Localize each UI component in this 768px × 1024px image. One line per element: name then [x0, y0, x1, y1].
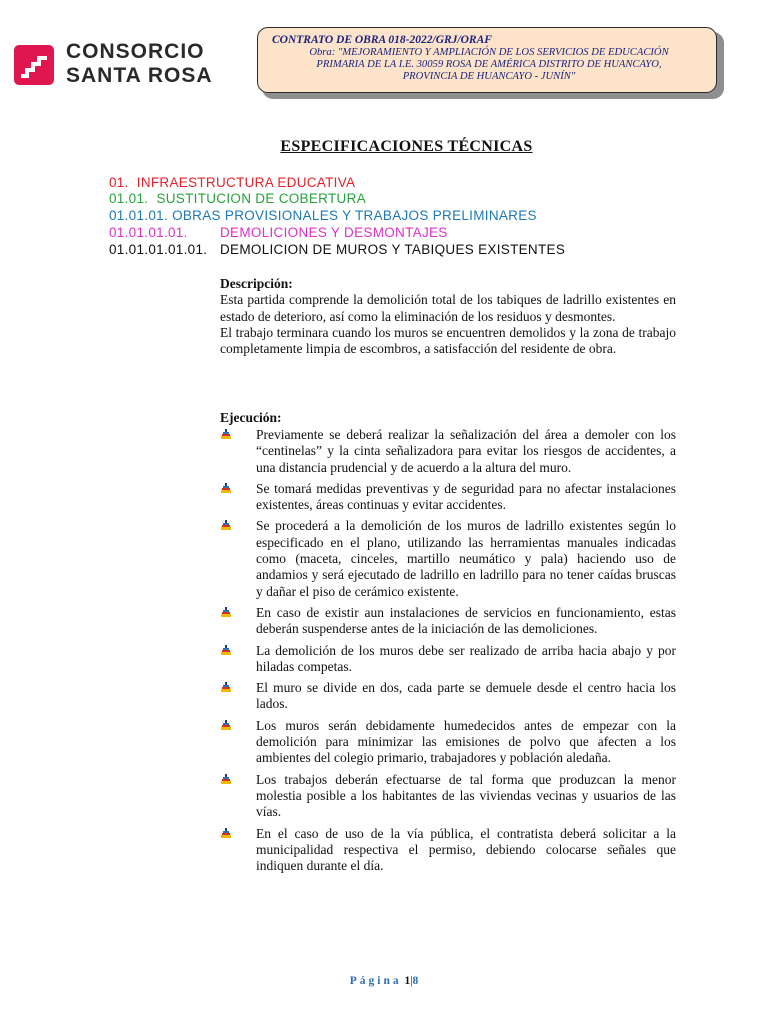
heading-code: 01.01. [109, 191, 149, 206]
heading-level-1 [109, 175, 355, 191]
list-item-text: Se tomará medidas preventivas y de seguridad para no afectar instalaciones existentes, áreas continuas y evitar accidentes. [256, 480, 676, 513]
list-item-text: En el caso de uso de la vía pública, el contratista deberá solicitar a la municipalidad respectiva el permiso, debiendo colocarse señales que indiquen durante el día. [256, 825, 676, 874]
list-item-text: Se procederá a la demolición de los muros de ladrillo existentes según lo especificado en el plano, utilizando las herramientas manuales indicadas como (maceta, cinceles, martillo neumático y pala) haciendo uso de andamios y será ejecutado de ladrillo en ladrillo para no tener caídas bruscas y dañar el piso de cerámico existente. [256, 518, 676, 599]
list-item [220, 680, 676, 713]
document-title: ESPECIFICACIONES TÉCNICAS [280, 138, 533, 155]
heading-level-3 [109, 208, 537, 224]
execution-heading: Ejecución: [220, 410, 282, 425]
bullet-icon [221, 774, 232, 785]
heading-text: INFRAESTRUCTURA EDUCATIVA [136, 175, 356, 190]
heading-text: DEMOLICIONES Y DESMONTAJES [220, 225, 448, 240]
list-item [220, 427, 676, 476]
page-total: 8 [412, 975, 419, 987]
company-name-line1: CONSORCIO [66, 40, 205, 63]
bullet-icon [221, 483, 232, 494]
description-heading: Descripción: [220, 276, 293, 291]
list-item [220, 826, 676, 875]
bullet-icon [221, 429, 232, 440]
heading-code: 01. [109, 175, 129, 190]
page-separator: | [410, 975, 413, 987]
bullet-icon [221, 520, 232, 531]
description-section [220, 276, 676, 357]
execution-list [220, 427, 676, 879]
project-line-1: Obra: "MEJORAMIENTO Y AMPLIACIÓN DE LOS SERVICIOS DE EDUCACIÓN [309, 47, 669, 58]
bullet-icon [221, 607, 232, 618]
heading-code: 01.01.01.01. [109, 225, 188, 240]
page-footer [0, 975, 768, 987]
list-item-text: En caso de existir aun instalaciones de servicios en funcionamiento, estas deberán suspenderse antes de la iniciación de las demoliciones. [256, 604, 676, 637]
list-item [220, 518, 676, 599]
heading-level-4 [109, 225, 448, 241]
company-name [66, 40, 213, 88]
company-logo-icon [14, 45, 54, 85]
heading-code: 01.01.01. [109, 208, 169, 223]
description-paragraph-1: Esta partida comprende la demolición total de los tabiques de ladrillo existentes en estado de deterioro, así como la eliminación de los residuos y desmontes. [220, 292, 676, 324]
project-description [272, 47, 706, 83]
list-item-text: La demolición de los muros debe ser realizado de arriba hacia abajo y por hiladas competas. [256, 642, 676, 674]
list-item-text: El muro se divide en dos, cada parte se demuele desde el centro hacia los lados. [256, 680, 676, 712]
heading-text: DEMOLICION DE MUROS Y TABIQUES EXISTENTES [220, 242, 566, 257]
list-item [220, 718, 676, 767]
heading-level-2 [109, 191, 366, 207]
heading-text: OBRAS PROVISIONALES Y TRABAJOS PRELIMINARES [172, 208, 537, 223]
page-label: Página [349, 975, 402, 987]
list-item [220, 772, 676, 821]
bullet-icon [221, 682, 232, 693]
list-item [220, 643, 676, 676]
list-item [220, 605, 676, 638]
project-line-3: PROVINCIA DE HUANCAYO - JUNÍN" [402, 71, 576, 82]
description-paragraph-2: El trabajo terminara cuando los muros se encuentren demolidos y la zona de trabajo completamente limpia de escombros, a satisfacción del residente de obra. [220, 324, 676, 357]
contract-title: CONTRATO DE OBRA 018-2022/GRJ/ORAF [272, 34, 492, 46]
heading-level-5 [109, 242, 565, 258]
contract-box [257, 27, 717, 93]
list-item-text: Previamente se deberá realizar la señalización del área a demoler con los “centinelas” y la cinta señalizadora para evitar los riesgos de accidentes, a una distancia prudencial y de acuerdo a la altura del muro. [256, 427, 676, 475]
bullet-icon [221, 720, 232, 731]
list-item-text: Los muros serán debidamente humedecidos antes de empezar con la demolición para minimizar las emisiones de polvo que afecten a los ambientes del colegio primario, trabajadores y población aledaña. [256, 717, 676, 766]
list-item-text: Los trabajos deberán efectuarse de tal forma que produzcan la menor molestia posible a los habitantes de las viviendas vecinas y usuarios de las vías. [256, 771, 676, 820]
bullet-icon [221, 645, 232, 656]
bullet-icon [221, 828, 232, 839]
project-line-2: PRIMARIA DE LA I.E. 30059 ROSA DE AMÉRICA DISTRITO DE HUANCAYO, [316, 59, 662, 70]
heading-text: SUSTITUCION DE COBERTURA [156, 191, 366, 206]
heading-code: 01.01.01.01.01. [109, 242, 208, 257]
page-number: 1 [404, 975, 411, 987]
execution-section [220, 410, 676, 426]
list-item [220, 481, 676, 514]
company-name-line2: SANTA ROSA [66, 64, 213, 87]
